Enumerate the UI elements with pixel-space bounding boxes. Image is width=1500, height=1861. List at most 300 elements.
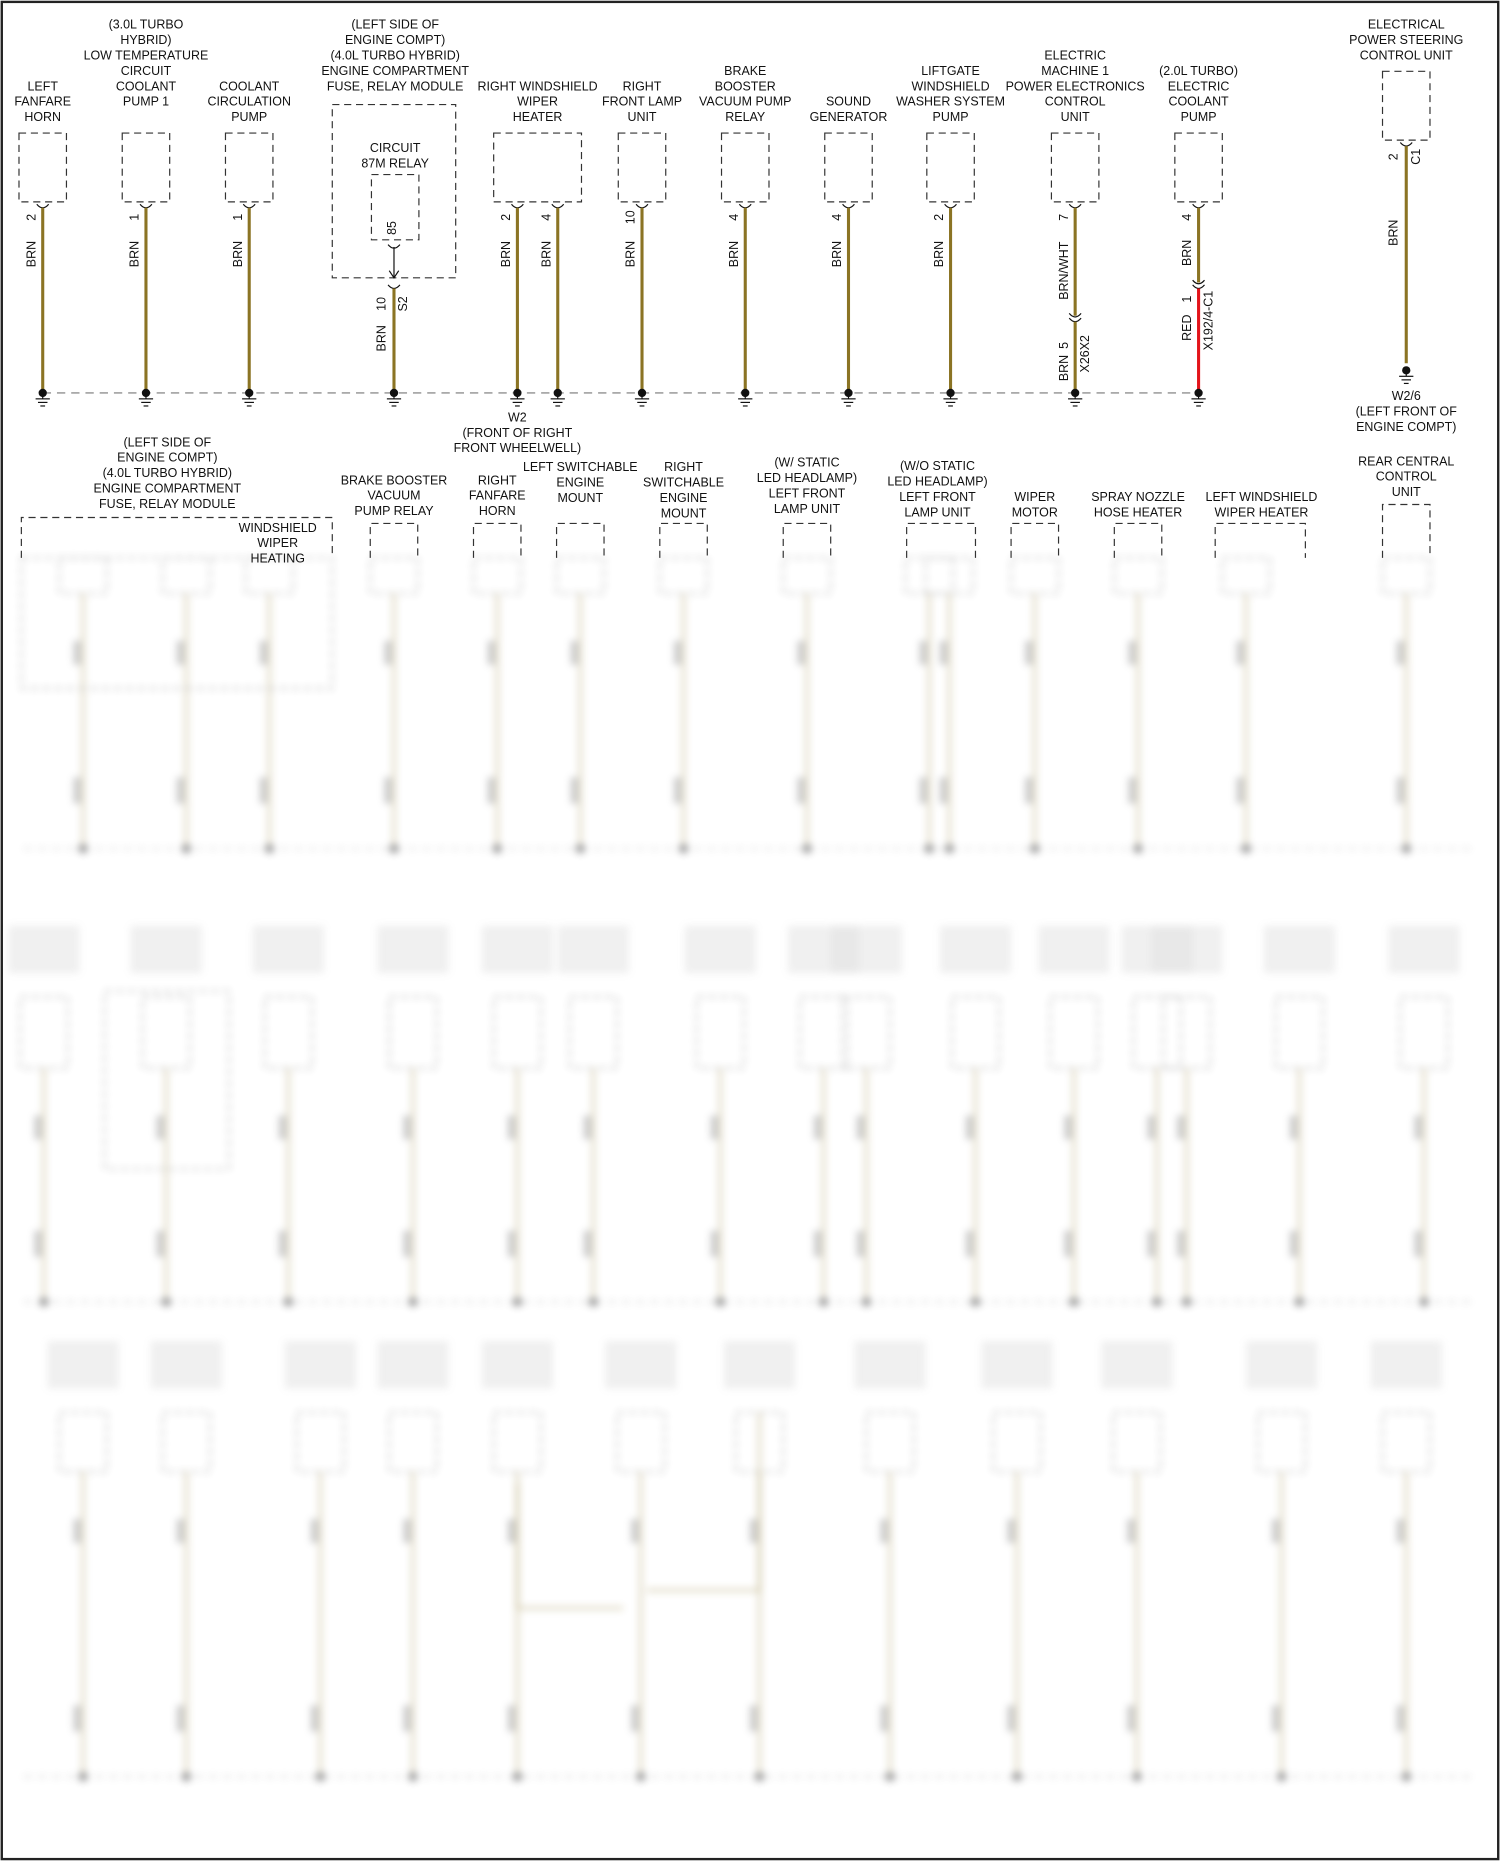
component-box — [1175, 133, 1222, 202]
component-label: RIGHT — [664, 460, 703, 475]
relay-label: CIRCUIT — [369, 141, 421, 156]
pin-label-placeholder — [1129, 641, 1136, 665]
component-box — [1051, 133, 1098, 202]
component-label: CIRCULATION — [207, 94, 291, 109]
row2-component-10 — [1206, 490, 1318, 558]
component-label: BRAKE — [724, 63, 767, 78]
pin-label-placeholder — [311, 1519, 318, 1543]
component-box — [473, 523, 520, 557]
component-label: WINDSHIELD — [911, 79, 990, 94]
component-label: WIPER HEATER — [1214, 505, 1309, 520]
pin-label-placeholder — [1415, 1116, 1422, 1140]
component-box — [473, 558, 520, 594]
wire-color-label-placeholder — [966, 1231, 973, 1257]
component-label: PUMP 1 — [122, 94, 170, 109]
wire-color-label-placeholder — [279, 1231, 286, 1257]
component-label: RIGHT — [477, 473, 517, 488]
component-box — [1163, 997, 1210, 1068]
component-8 — [810, 95, 888, 406]
wire-color-label: BRN — [230, 240, 245, 268]
ground-icon — [971, 1297, 980, 1306]
component-box — [783, 523, 830, 557]
component-label-placeholder — [558, 926, 629, 973]
pin-label-placeholder — [1008, 1519, 1015, 1543]
ground-icon — [1152, 1297, 1161, 1306]
wire-color-label: BRN — [1056, 354, 1071, 382]
ground-icon — [589, 1297, 598, 1306]
pin-label-placeholder — [403, 1519, 410, 1543]
component-label: VACUUM — [367, 488, 421, 503]
component-box — [697, 997, 744, 1068]
ground-icon — [408, 1297, 417, 1306]
component-4 — [321, 18, 469, 406]
component-label: MOUNT — [557, 491, 604, 506]
ground-icon — [492, 844, 501, 853]
pin-label: 2 — [932, 213, 947, 221]
component-label: FANFARE — [468, 488, 526, 503]
component-label: WASHER SYSTEM — [896, 94, 1005, 109]
component-box — [1276, 997, 1323, 1068]
component-label: COOLANT — [1168, 94, 1229, 109]
ground-icon — [1030, 844, 1039, 853]
component-box — [1258, 1412, 1305, 1471]
component-box — [1215, 523, 1305, 557]
pin-label: 1 — [127, 213, 142, 221]
component-5 — [477, 79, 597, 406]
component-box — [389, 1412, 436, 1471]
pin-label-placeholder — [814, 1116, 821, 1140]
pin-label-placeholder — [488, 641, 495, 665]
pin-label: 10 — [374, 296, 389, 311]
component-7 — [699, 64, 791, 406]
connector-icon — [1069, 204, 1081, 208]
pin-label-placeholder — [1148, 1116, 1155, 1140]
ground-icon — [408, 1772, 417, 1781]
wire-color-label-placeholder — [940, 777, 947, 803]
component-box — [843, 997, 890, 1068]
component-label: RELAY — [725, 110, 766, 125]
wire-color-label-placeholder — [1025, 777, 1032, 803]
component-box — [993, 1412, 1040, 1471]
component-label: FANFARE — [14, 94, 72, 109]
component-label: (W/O STATIC — [900, 459, 975, 474]
wire-color-label-placeholder — [1237, 777, 1244, 803]
component-label-placeholder — [605, 1341, 676, 1388]
wire-color-label-placeholder — [1177, 1231, 1184, 1257]
wire-color-label: BRN — [1180, 239, 1195, 267]
component-label: (4.0L TURBO HYBRID) — [102, 466, 233, 481]
wire-color-label-placeholder — [750, 1705, 757, 1731]
second-row-section — [21, 435, 1454, 565]
pin-label-placeholder — [403, 1116, 410, 1140]
component-label-placeholder — [1264, 926, 1335, 973]
ground-icon — [182, 1772, 191, 1781]
pin-label-placeholder — [857, 1116, 864, 1140]
component-box — [1383, 558, 1430, 594]
wire-color-label-placeholder — [384, 777, 391, 803]
connector-icon — [636, 204, 648, 208]
component-box — [926, 558, 973, 594]
connector-label: X192/4-C1 — [1201, 290, 1216, 351]
pin-label-placeholder — [1127, 1519, 1134, 1543]
component-label-placeholder — [1151, 926, 1222, 973]
wire-color-label: BRN — [24, 240, 39, 268]
pin-label-placeholder — [260, 641, 267, 665]
connector-icon — [552, 204, 564, 208]
component-box — [618, 133, 665, 202]
connector-icon — [1193, 204, 1205, 208]
component-label: LAMP UNIT — [904, 505, 971, 520]
relay-label: WIPER — [257, 536, 299, 551]
ground-icon — [78, 1772, 87, 1781]
pin-label-placeholder — [1272, 1519, 1279, 1543]
pin-label-placeholder — [571, 641, 578, 665]
wire-color-label-placeholder — [1064, 1231, 1071, 1257]
wire-color-label-placeholder — [1127, 1705, 1134, 1731]
ground-icon — [1402, 844, 1411, 853]
wire-color-label-placeholder — [1290, 1231, 1297, 1257]
component-label-placeholder — [253, 926, 324, 973]
ground-label: FRONT WHEELWELL) — [453, 441, 582, 456]
component-label: (LEFT SIDE OF — [351, 17, 440, 32]
component-label: ENGINE COMPT) — [117, 450, 218, 465]
wire-color-label-placeholder — [157, 1231, 164, 1257]
ground-icon — [265, 844, 274, 853]
component-label: WIPER — [1014, 489, 1056, 504]
ground-icon — [1295, 1297, 1304, 1306]
ground-icon — [513, 1772, 522, 1781]
ground-icon — [513, 1297, 522, 1306]
wire-color-label-placeholder — [74, 1705, 81, 1731]
component-label-placeholder — [482, 926, 553, 973]
component-label-placeholder — [854, 1341, 925, 1388]
blurred-lower-section — [8, 558, 1471, 1781]
component-label: PUMP — [932, 110, 969, 125]
ground-label: (FRONT OF RIGHT — [462, 425, 573, 440]
component-label: ENGINE COMPT) — [345, 33, 446, 48]
component-label-placeholder — [940, 926, 1011, 973]
connector-icon — [1069, 318, 1081, 322]
component-label: (3.0L TURBO — [108, 17, 184, 32]
component-box — [907, 523, 976, 557]
component-box — [1383, 1412, 1430, 1471]
row2-component-11 — [1358, 454, 1454, 558]
component-box — [800, 997, 847, 1068]
component-label: WIPER — [517, 94, 558, 109]
ground-icon — [1241, 844, 1250, 853]
wire-color-label-placeholder — [1415, 1231, 1422, 1257]
component-label: (4.0L TURBO HYBRID) — [330, 48, 460, 63]
wire-color-label-placeholder — [403, 1231, 410, 1257]
wire-color-label-placeholder — [74, 777, 81, 803]
component-box — [494, 133, 582, 202]
component-box — [59, 558, 106, 594]
component-label: BOOSTER — [714, 79, 776, 94]
component-label: PUMP RELAY — [354, 504, 434, 519]
wire-color-label-placeholder — [488, 777, 495, 803]
component-label: HORN — [478, 504, 516, 519]
wire-color-label-placeholder — [1397, 777, 1404, 803]
component-label-placeholder — [47, 1341, 118, 1388]
component-12 — [1349, 18, 1463, 434]
component-2 — [84, 18, 209, 406]
connector-icon — [140, 204, 152, 208]
row2-component-1 — [21, 435, 332, 565]
component-label-placeholder — [131, 926, 202, 973]
wire-color-label-placeholder — [177, 1705, 184, 1731]
row2-component-8 — [1011, 490, 1058, 558]
connector-label: X26X2 — [1078, 335, 1093, 373]
wire-color-label: BRN — [127, 240, 142, 268]
wire-color-label-placeholder — [1148, 1231, 1155, 1257]
connector-icon — [739, 204, 751, 208]
wire-color-label: RED — [1180, 314, 1195, 341]
wire-color-label-placeholder — [920, 777, 927, 803]
component-label: PUMP — [231, 110, 268, 125]
component-box — [370, 558, 417, 594]
component-label: RIGHT — [622, 79, 662, 94]
component-label: ELECTRICAL — [1367, 17, 1445, 32]
component-label: COOLANT — [115, 79, 177, 94]
pin-label-placeholder — [674, 641, 681, 665]
component-label: LED HEADLAMP) — [756, 470, 858, 485]
component-box — [1383, 504, 1430, 557]
component-label: MACHINE 1 — [1041, 63, 1110, 78]
row2-component-9 — [1091, 490, 1185, 558]
component-label: CONTROL — [1375, 469, 1437, 484]
component-box — [20, 997, 67, 1068]
component-box — [617, 1412, 664, 1471]
ground-icon — [39, 1297, 48, 1306]
component-label-placeholder — [981, 1341, 1052, 1388]
component-label: ENGINE — [556, 475, 605, 490]
ground-label: (LEFT FRONT OF — [1355, 404, 1457, 419]
component-box — [265, 997, 312, 1068]
component-9 — [896, 64, 1005, 406]
connector-icon — [1193, 285, 1205, 289]
component-label-placeholder — [151, 1341, 222, 1388]
wire-color-label-placeholder — [584, 1231, 591, 1257]
component-label: FUSE, RELAY MODULE — [99, 497, 236, 512]
pin-label-placeholder — [508, 1519, 515, 1543]
pin-label: 2 — [499, 213, 514, 221]
component-box — [952, 997, 999, 1068]
component-10 — [1006, 48, 1145, 406]
component-box — [1400, 997, 1447, 1068]
component-label: SPRAY NOZZLE — [1091, 489, 1185, 504]
component-label: SWITCHABLE — [643, 475, 725, 490]
connector-icon — [511, 204, 523, 208]
pin-label: 4 — [1180, 213, 1195, 221]
component-box — [557, 558, 604, 594]
component-box — [163, 1412, 210, 1471]
pin-label-placeholder — [711, 1116, 718, 1140]
component-label: SOUND — [826, 94, 871, 109]
component-6 — [602, 79, 682, 406]
wire-color-label: BRN — [499, 240, 514, 268]
component-label-placeholder — [377, 1341, 448, 1388]
wire-color-label: BRN — [726, 240, 741, 268]
relay-label: WINDSHIELD — [238, 520, 317, 535]
ground-icon — [924, 844, 933, 853]
component-box — [59, 1412, 106, 1471]
component-label-placeholder — [377, 926, 448, 973]
wire-color-label-placeholder — [1008, 1705, 1015, 1731]
component-label-placeholder — [1246, 1341, 1317, 1388]
top-section — [14, 18, 1463, 456]
component-box — [297, 1412, 344, 1471]
component-box — [825, 133, 872, 202]
component-label-placeholder — [831, 926, 902, 973]
component-label: MOTOR — [1011, 505, 1058, 520]
pin-label-placeholder — [177, 1519, 184, 1543]
component-label: UNIT — [627, 110, 657, 125]
pin-label-placeholder — [750, 1519, 757, 1543]
component-label: LEFT SWITCHABLE — [522, 460, 638, 475]
component-label: FRONT LAMP — [601, 94, 683, 109]
component-label: CONTROL — [1044, 94, 1106, 109]
ground-icon — [78, 844, 87, 853]
component-label: HYBRID) — [120, 33, 172, 48]
component-label: MOUNT — [660, 506, 707, 521]
component-label: RIGHT WINDSHIELD — [477, 79, 598, 94]
pin-label-placeholder — [920, 641, 927, 665]
ground-icon — [1069, 1297, 1078, 1306]
wire-color-label-placeholder — [1397, 1705, 1404, 1731]
wire-color-label-placeholder — [177, 777, 184, 803]
pin-label: 4 — [726, 213, 741, 221]
pin-label-placeholder — [1290, 1116, 1297, 1140]
relay-label: HEATING — [250, 551, 305, 566]
component-label-placeholder — [685, 926, 756, 973]
pin-label-placeholder — [1064, 1116, 1071, 1140]
wire-color-label: BRN — [539, 240, 554, 268]
wire-color-label-placeholder — [34, 1231, 41, 1257]
component-box — [1011, 523, 1058, 557]
fuse-module-box — [21, 558, 332, 689]
component-label-placeholder — [8, 926, 79, 973]
wire-color-label-placeholder — [674, 777, 681, 803]
ground-label: W2 — [508, 410, 527, 425]
component-box — [660, 523, 707, 557]
pin-label: 7 — [1056, 213, 1071, 221]
row2-component-5 — [643, 460, 724, 558]
component-label: POWER ELECTRONICS — [1005, 79, 1145, 94]
ground-icon — [1182, 1297, 1191, 1306]
component-1 — [14, 79, 71, 406]
component-box — [225, 133, 272, 202]
component-label: CONTROL UNIT — [1359, 48, 1453, 63]
pin-label-placeholder — [508, 1116, 515, 1140]
pin-label-placeholder — [74, 641, 81, 665]
pin-label-placeholder — [1237, 641, 1244, 665]
wire-color-label-placeholder — [311, 1705, 318, 1731]
ground-icon — [716, 1297, 725, 1306]
wire-color-label: BRN/WHT — [1056, 241, 1071, 300]
component-label: COOLANT — [219, 79, 280, 94]
wire-color-label-placeholder — [403, 1705, 410, 1731]
pin-label-placeholder — [177, 641, 184, 665]
component-label: LIFTGATE — [921, 63, 980, 78]
component-label: POWER STEERING — [1349, 33, 1464, 48]
ground-icon — [862, 1297, 871, 1306]
row2-component-4 — [523, 460, 638, 558]
component-label: PUMP — [1180, 110, 1217, 125]
ground-icon — [1012, 1772, 1021, 1781]
ground-icon — [161, 1297, 170, 1306]
pin-label-placeholder — [940, 641, 947, 665]
pin-label: 4 — [539, 213, 554, 221]
pin-label-placeholder — [631, 1519, 638, 1543]
component-label: HORN — [24, 110, 62, 125]
connector-icon — [1400, 143, 1412, 147]
component-box — [370, 523, 417, 557]
ground-label: W2/6 — [1391, 389, 1421, 404]
pin-label-placeholder — [1177, 1116, 1184, 1140]
component-label-placeholder — [724, 1341, 795, 1388]
wire-color-label-placeholder — [857, 1231, 864, 1257]
component-box — [557, 523, 604, 557]
wire-color-label: BRN — [623, 240, 638, 268]
wire-color-label-placeholder — [1129, 777, 1136, 803]
pin-label-placeholder — [584, 1116, 591, 1140]
pin-label-placeholder — [34, 1116, 41, 1140]
component-label-placeholder — [482, 1341, 553, 1388]
component-label: ENGINE COMPARTMENT — [321, 63, 469, 78]
connector-icon — [37, 204, 49, 208]
ground-icon — [1132, 1772, 1141, 1781]
wire-color-label: BRN — [374, 325, 389, 352]
component-box — [1383, 71, 1430, 140]
component-box — [389, 997, 436, 1068]
component-label: ELECTRIC — [1044, 48, 1106, 63]
ground-label: ENGINE COMPT) — [1356, 419, 1457, 434]
component-label: UNIT — [1391, 485, 1421, 500]
wire-color-label-placeholder — [881, 1705, 888, 1731]
ground-icon — [1402, 1772, 1411, 1781]
component-box — [1114, 558, 1161, 594]
component-box — [1114, 523, 1161, 557]
row2-component-2 — [341, 473, 448, 558]
connector-icon — [945, 204, 957, 208]
component-label: ENGINE COMPARTMENT — [93, 481, 242, 496]
pin-label-placeholder — [279, 1116, 286, 1140]
wire-color-label-placeholder — [631, 1705, 638, 1731]
component-box — [1113, 1412, 1160, 1471]
ground-icon — [182, 844, 191, 853]
component-box — [660, 558, 707, 594]
component-label: GENERATOR — [809, 110, 888, 125]
component-box — [1011, 558, 1058, 594]
component-label: HOSE HEATER — [1093, 505, 1183, 520]
wire-color-label: BRN — [830, 240, 845, 268]
ground-icon — [802, 844, 811, 853]
component-box — [1133, 997, 1180, 1068]
component-box — [905, 558, 952, 594]
component-box — [783, 558, 830, 594]
component-label: CIRCUIT — [120, 63, 172, 78]
wire-color-label: BRN — [1386, 219, 1401, 246]
pin-label-placeholder — [384, 641, 391, 665]
component-label: (2.0L TURBO) — [1159, 63, 1239, 78]
relay-label: 87M RELAY — [361, 156, 429, 171]
component-label: HEATER — [512, 110, 563, 125]
connector-icon — [243, 204, 255, 208]
pin-label-placeholder — [881, 1519, 888, 1543]
wire-color-label-placeholder — [508, 1705, 515, 1731]
component-label: LEFT WINDSHIELD — [1205, 489, 1318, 504]
pin-label-placeholder — [1397, 1519, 1404, 1543]
